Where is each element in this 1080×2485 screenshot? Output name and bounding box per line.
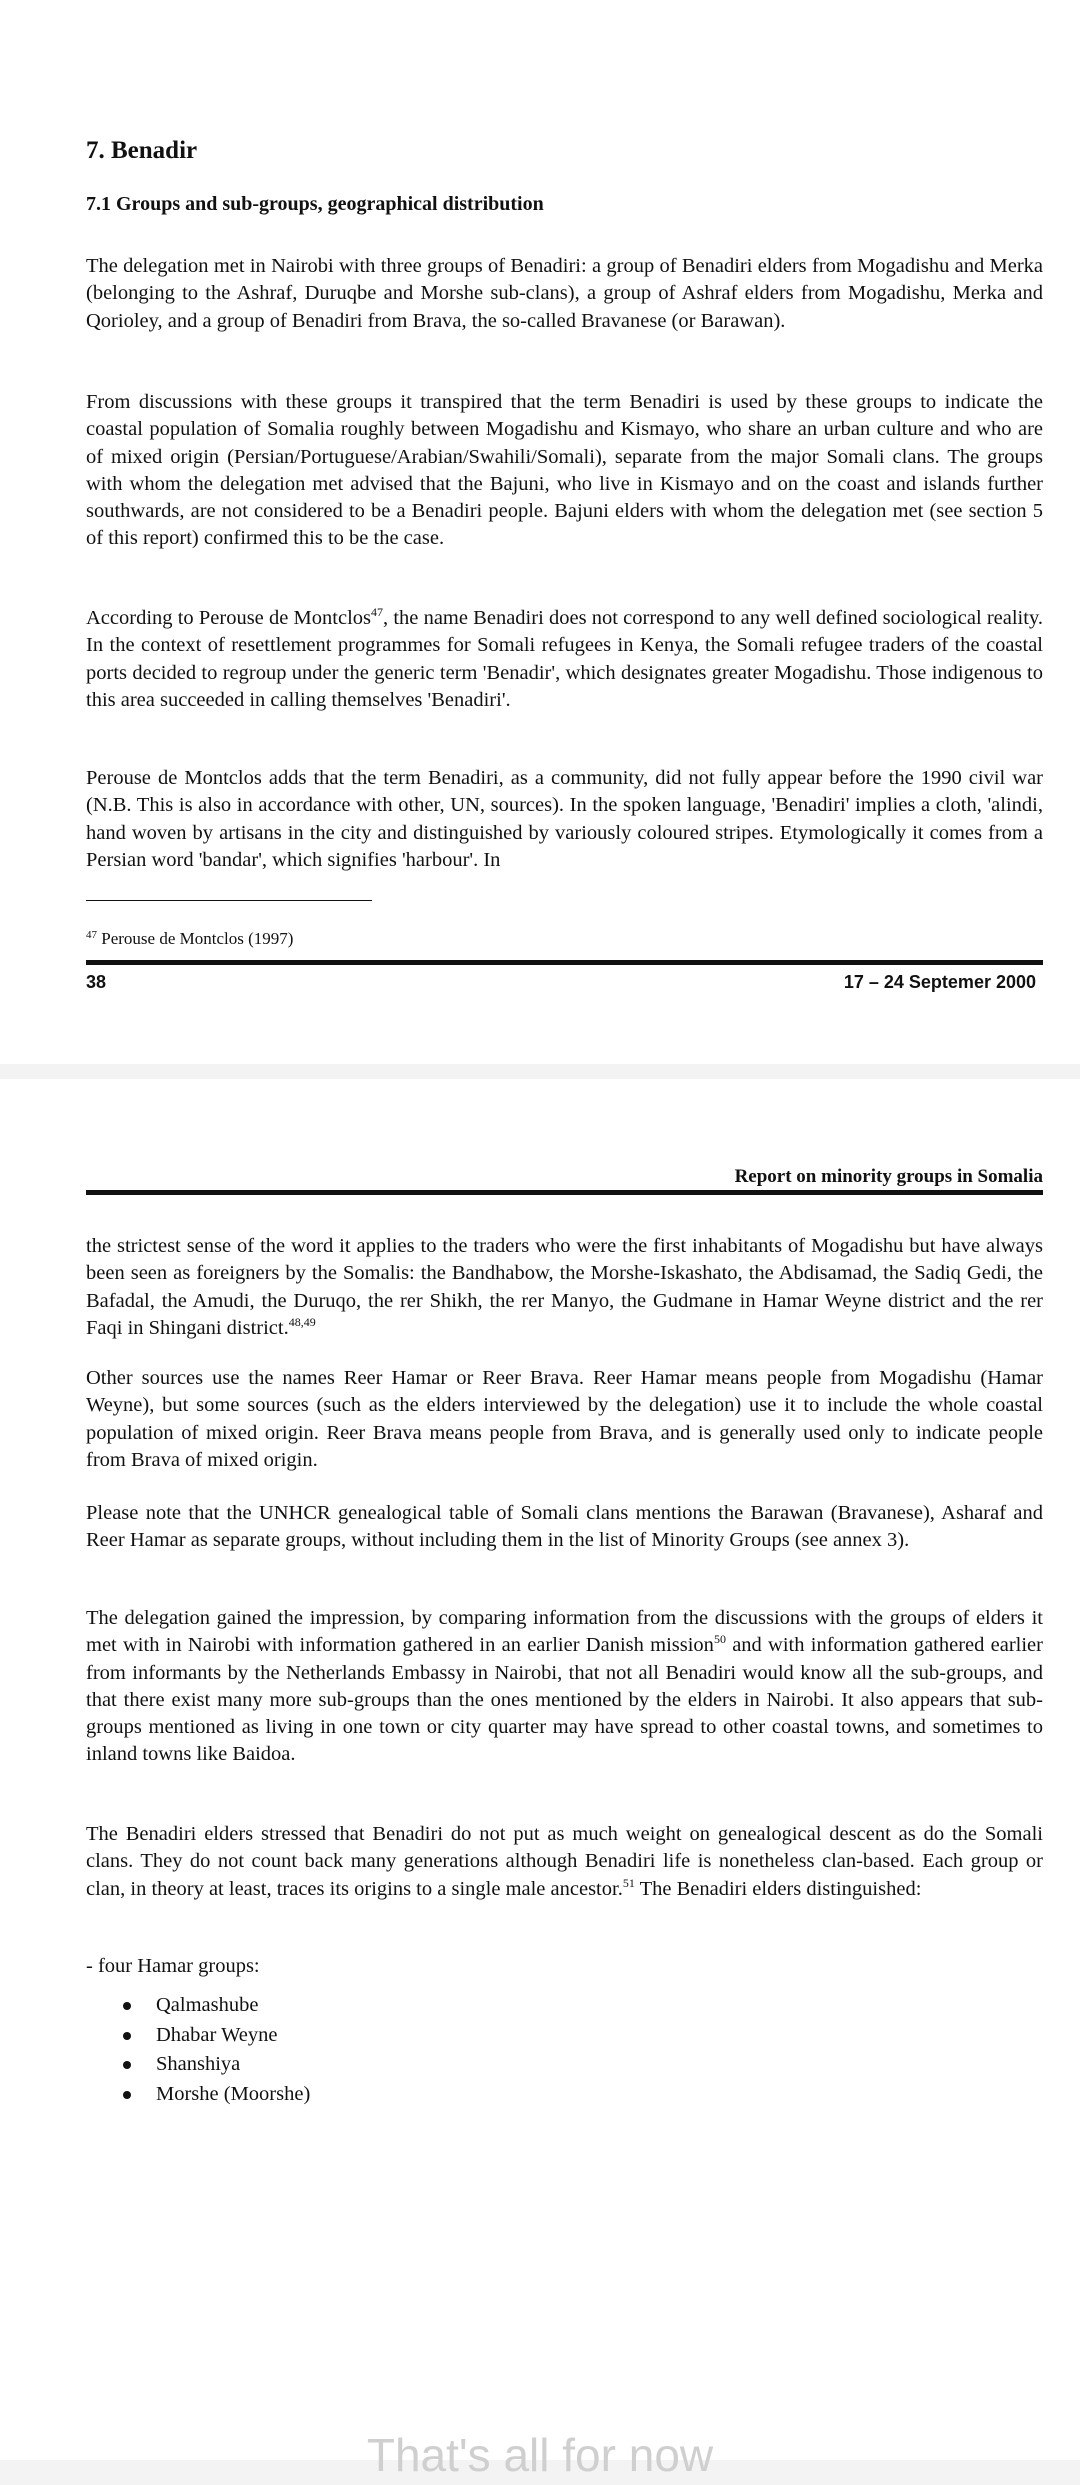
header-rule bbox=[86, 1190, 1043, 1195]
paragraph-text: The Benadiri elders distinguished: bbox=[634, 1877, 922, 1900]
footnote-divider bbox=[86, 900, 372, 901]
footnote-ref[interactable]: 48,49 bbox=[288, 1314, 316, 1329]
paragraph bbox=[86, 605, 1043, 714]
list-item: Qalmashube bbox=[86, 1991, 1043, 2021]
paragraph bbox=[86, 1500, 1043, 1555]
paragraph-text: The Benadiri elders stressed that Benadiri do not put as much weight on genealogical descent as do the Somali clans. They do not count back many generations although Benadiri life is nonetheless clan-based. Each group or clan, in theory at least, traces its origins to a single male ancestor. bbox=[86, 1823, 1043, 1900]
list-item: Dhabar Weyne bbox=[86, 2021, 1043, 2051]
paragraph bbox=[86, 253, 1043, 335]
end-of-content-banner: That's all for now bbox=[366, 2429, 714, 2481]
footer-rule bbox=[86, 960, 1043, 965]
chapter-title: 7. Benadir bbox=[86, 137, 198, 164]
paragraph bbox=[86, 1365, 1043, 1474]
paragraph bbox=[86, 1233, 1043, 1342]
document-page-38 bbox=[0, 0, 1080, 1064]
paragraph bbox=[86, 765, 1043, 874]
paragraph-text: and with information gathered earlier from informants by the Netherlands Embassy in Nairobi, that not all Benadiri would know all the sub-groups, and that there exist many more sub-groups than the ones mentioned by the elders in Nairobi. It also appears that sub-groups mentioned as living in one town or city quarter may have spread to other coastal towns, and sometimes to inland towns like Baidoa. bbox=[86, 1634, 1043, 1766]
paragraph-text: , the name Benadiri does not correspond to any well defined sociological reality. In the context of resettlement programmes for Somali refugees in Kenya, the Somali refugee traders of the coastal ports decided to regroup under the generic term 'Benadir', which designates greater Mogadishu. Those indigenous to this area succeeded in calling themselves 'Benadiri'. bbox=[86, 607, 1043, 711]
paragraph-text: Other sources use the names Reer Hamar or Reer Brava. Reer Hamar means people from Mogadishu (Hamar Weyne), but some sources (such as the elders interviewed by the delegation) use it to include the whole coastal population of mixed origin. Reer Brava means people from Brava, and is generally used only to indicate people from Brava of mixed origin. bbox=[86, 1367, 1043, 1471]
list-item: Shanshiya bbox=[86, 2050, 1043, 2080]
running-header: Report on minority groups in Somalia bbox=[734, 1166, 1043, 1187]
document-page-39 bbox=[0, 1079, 1080, 2460]
paragraph-text: The delegation gained the impression, by comparing information from the discussions with the groups of elders it met with in Nairobi with information gathered in an earlier Danish mission bbox=[86, 1607, 1043, 1657]
paragraph-text: According to Perouse de Montclos bbox=[86, 607, 371, 629]
list-intro-text: - four Hamar groups: bbox=[86, 1955, 260, 1977]
paragraph-text: The delegation met in Nairobi with three groups of Benadiri: a group of Benadiri elders from Mogadishu and Merka (belonging to the Ashraf, Duruqbe and Morshe sub-clans), a group of Ashraf elders from Mogadishu, Merka and Qorioley, and a group of Benadiri from Brava, the so-called Bravanese (or Barawan). bbox=[86, 255, 1043, 332]
footnote bbox=[86, 928, 293, 950]
paragraph-text: From discussions with these groups it transpired that the term Benadiri is used by these groups to indicate the coastal population of Somalia roughly between Mogadishu and Kismayo, who share an urban culture and who are of mixed origin (Persian/Portuguese/Arabian/Swahili/Somali), separate from the major Somali clans. The groups with whom the delegation met advised that the Bajuni, who live in Kismayo and on the coast and islands further southwards, are not considered to be a Benadiri people. Bajuni elders with whom the delegation met (see section 5 of this report) confirmed this to be the case. bbox=[86, 391, 1043, 550]
footer-date: 17 – 24 Septemer 2000 bbox=[843, 972, 1036, 992]
paragraph bbox=[86, 1605, 1043, 1769]
paragraph-text: Please note that the UNHCR genealogical table of Somali clans mentions the Barawan (Bravanese), Asharaf and Reer Hamar as separate groups, without including them in the list of Minority Groups (see annex 3). bbox=[86, 1502, 1043, 1552]
paragraph bbox=[86, 389, 1043, 553]
paragraph-text: the strictest sense of the word it applies to the traders who were the first inhabitants of Mogadishu but have always been seen as foreigners by the Somalis: the Bandhabow, the Morshe-Iskashato, the Abdisamad, the Sadiq Gedi, the Bafadal, the Amudi, the Duruqo, the rer Shikh, the rer Manyo, the Gudmane in Hamar Weyne district and the rer Faqi in Shingani district. bbox=[86, 1235, 1043, 1339]
page-number: 38 bbox=[86, 972, 107, 992]
footnote-text: Perouse de Montclos (1997) bbox=[101, 929, 294, 948]
footnote-ref[interactable]: 47 bbox=[371, 605, 383, 619]
paragraph-text: Perouse de Montclos adds that the term Benadiri, as a community, did not fully appear before the 1990 civil war (N.B. This is also in accordance with other, UN, sources). In the spoken language, 'Benadiri' implies a cloth, 'alindi, hand woven by artisans in the city and distinguished by variously coloured stripes. Etymologically it comes from a Persian word 'bandar', which signifies 'harbour'. In bbox=[86, 767, 1043, 871]
list-item: Morshe (Moorshe) bbox=[86, 2080, 1043, 2110]
footnote-ref[interactable]: 50 bbox=[713, 1632, 726, 1647]
footnote-number: 47 bbox=[86, 929, 97, 941]
section-title: 7.1 Groups and sub-groups, geographical distribution bbox=[86, 193, 544, 215]
paragraph bbox=[86, 1821, 1043, 1903]
hamar-groups-list bbox=[86, 1991, 1043, 2109]
footnote-ref[interactable]: 51 bbox=[622, 1875, 635, 1890]
list-intro bbox=[86, 1953, 1043, 1980]
